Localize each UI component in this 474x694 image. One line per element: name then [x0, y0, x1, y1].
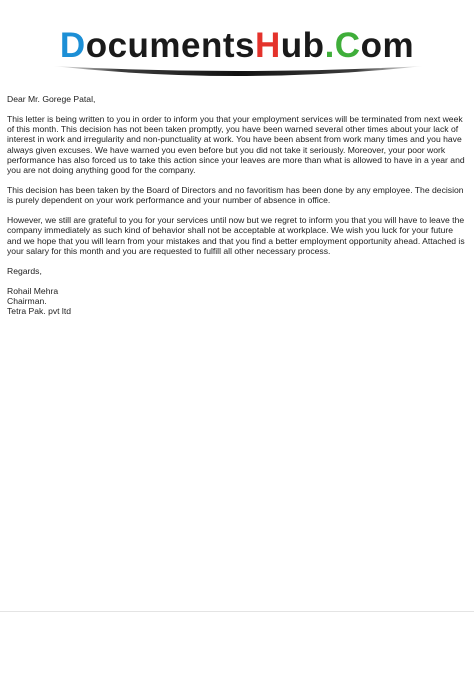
signature-name: Rohail Mehra: [7, 285, 59, 296]
logo-text-ub: ub: [280, 26, 325, 65]
logo-letter-h: H: [255, 26, 281, 65]
logo-text-ocuments: ocuments: [85, 26, 256, 65]
logo-letter-c: C: [334, 26, 361, 65]
logo-swoosh-icon: [52, 64, 424, 80]
logo-dot: .: [324, 26, 335, 65]
page-bottom-divider: [0, 611, 474, 612]
signature-company: Tetra Pak. pvt ltd: [7, 306, 72, 317]
closing: Regards,: [7, 265, 42, 276]
documentshub-logo: [0, 26, 474, 66]
paragraph-2: This decision has been taken by the Board of Directors and no favoritism has been done by any employee. The decision is purely dependent on your work performance and your number of absence in office.: [7, 185, 464, 206]
paragraph-3: However, we still are grateful to you for your services until now but we regret to inform you that you will have to leave the company immediately as such kind of behavior shall not be acceptable at workplace. We wish you luck for your future and we hope that you will learn from your mistakes and that you find a better employment opportunity ahead. Attached is your salary for this month and you are requested to fulfill all other necessary process.: [7, 215, 465, 257]
paragraph-1: This letter is being written to you in order to inform you that your employment services will be terminated from next week of this month. This decision has not been taken promptly, you have been warned several other times about your lack of interest in work and irregularity and non-punctuality at work. You have been absent from work many times and you have always given excuses. We have warned you even before but you did not take it seriously. Moreover, your poor work performance has also forced us to take this action since your leaves are more than what is allowed to have in a year and you are not doing anything good for the company.: [7, 113, 465, 176]
logo-text-om: om: [360, 26, 415, 65]
signature-title: Chairman.: [7, 295, 47, 306]
logo-letter-d: D: [59, 26, 86, 65]
salutation: Dear Mr. Gorege Patal,: [7, 94, 96, 104]
letter-body: [7, 94, 469, 317]
